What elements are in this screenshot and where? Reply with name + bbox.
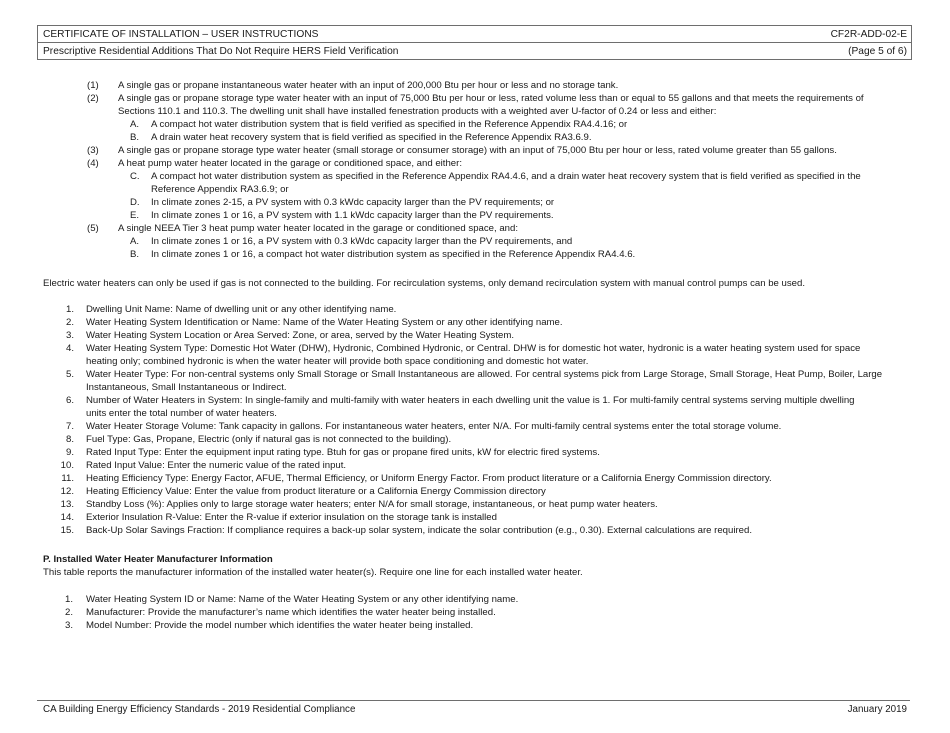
field-text: Heating Efficiency Type: Energy Factor, AFUE, Thermal Efficiency, or Uniform Energy Factor. From product literature or a California Energy Commission directory.: [86, 473, 772, 484]
field-text: units enter the total number of water heaters.: [86, 408, 277, 419]
field-text: Water Heating System Type: Domestic Hot Water (DHW), Hydronic, Combined Hydronic, or Central. DHW is for domestic hot water, hydronic is a water heating system used for space: [86, 343, 861, 354]
field-text: Back-Up Solar Savings Fraction: If compliance requires a back-up solar system, indicate the solar contribution (e.g., 0.30). External calculations are required.: [86, 525, 753, 536]
field-text: Water Heater Storage Volume: Tank capacity in gallons. For instantaneous water heaters, enter N/A. For multi-family central systems enter the total storage volume.: [86, 421, 782, 432]
footer-date: January 2019: [847, 704, 907, 715]
option-number: (1): [87, 80, 99, 91]
sub-option-text: In climate zones 1 or 16, a compact hot water distribution system as specified in the Reference Appendix RA4.4.6.: [151, 249, 636, 260]
form-subtitle: Prescriptive Residential Additions That Do Not Require HERS Field Verification: [43, 45, 399, 57]
section-p-item-text: Water Heating System ID or Name: Name of the Water Heating System or any other identifying name.: [86, 594, 519, 605]
field-text: heating only; combined hydronic is when the water heater will provide both space conditioning and domestic hot water.: [86, 356, 589, 367]
option-text: A single gas or propane instantaneous water heater with an input of 200,000 Btu per hour or less and no storage tank.: [118, 80, 619, 91]
field-number: 6.: [65, 395, 74, 406]
sub-option-letter: B.: [130, 132, 140, 143]
field-text: Dwelling Unit Name: Name of dwelling unit or any other identifying name.: [86, 304, 397, 315]
electric-note: Electric water heaters can only be used if gas is not connected to the building. For recirculation systems, only demand recirculation system with manual control pumps can be used.: [43, 278, 806, 289]
page-number: (Page 5 of 6): [848, 45, 907, 57]
field-number: 10.: [60, 460, 74, 471]
field-text: Water Heating System Location or Area Served: Zone, or area, served by the Water Heating System.: [86, 330, 515, 341]
sub-option-letter: D.: [130, 197, 140, 208]
option-number: (3): [87, 145, 99, 156]
sub-option-text: In climate zones 1 or 16, a PV system with 0.3 kWdc capacity larger than the PV requirements, and: [151, 236, 573, 247]
field-number: 5.: [65, 369, 74, 380]
option-text: A single NEEA Tier 3 heat pump water heater located in the garage or conditioned space, and:: [118, 223, 518, 234]
sub-option-text: A compact hot water distribution system as specified in the Reference Appendix RA4.4.6, and a drain water heat recovery system that is field verified as specified in the: [151, 171, 861, 182]
option-number: (4): [87, 158, 99, 169]
field-number: 15.: [60, 525, 74, 536]
sub-option-letter: C.: [130, 171, 140, 182]
field-text: Heating Efficiency Value: Enter the value from product literature or a California Energy Commission directory: [86, 486, 546, 497]
form-title: CERTIFICATE OF INSTALLATION – USER INSTRUCTIONS: [43, 28, 319, 40]
field-number: 14.: [60, 512, 74, 523]
section-p-item-number: 2.: [65, 607, 74, 618]
field-number: 8.: [65, 434, 74, 445]
field-number: 7.: [65, 421, 74, 432]
field-text: Standby Loss (%): Applies only to large storage water heaters; enter N/A for small storage, instantaneous, or heat pump water heaters.: [86, 499, 658, 510]
option-number: (2): [87, 93, 99, 104]
sub-option-text: In climate zones 1 or 16, a PV system with 1.1 kWdc capacity larger than the PV requirements.: [151, 210, 554, 221]
field-number: 1.: [65, 304, 74, 315]
section-p-item-number: 1.: [65, 594, 74, 605]
section-p-item-text: Manufacturer: Provide the manufacturer’s name which identifies the water heater being installed.: [86, 607, 496, 618]
footer-standard: CA Building Energy Efficiency Standards - 2019 Residential Compliance: [43, 704, 356, 715]
field-number: 13.: [60, 499, 74, 510]
sub-option-text: Reference Appendix RA3.6.9; or: [151, 184, 289, 195]
field-text: Fuel Type: Gas, Propane, Electric (only if natural gas is not connected to the building).: [86, 434, 452, 445]
header-row-subtitle: [38, 42, 911, 59]
header-row-title: [38, 26, 911, 42]
field-text: Rated Input Type: Enter the equipment input rating type. Btuh for gas or propane fired units, kW for electric fired systems.: [86, 447, 600, 458]
option-text: A heat pump water heater located in the garage or conditioned space, and either:: [118, 158, 463, 169]
form-id: CF2R-ADD-02-E: [830, 28, 907, 40]
field-text: Instantaneous, Small Instantaneous or Indirect.: [86, 382, 287, 393]
field-text: Water Heating System Identification or Name: Name of the Water Heating System or any other identifying name.: [86, 317, 563, 328]
section-p-intro: This table reports the manufacturer information of the installed water heater(s). Require one line for each installed water heater.: [43, 567, 583, 578]
section-p-item-number: 3.: [65, 620, 74, 631]
sub-option-letter: A.: [130, 119, 140, 130]
section-p-heading: P. Installed Water Heater Manufacturer Information: [43, 554, 273, 565]
field-number: 4.: [65, 343, 74, 354]
field-text: Number of Water Heaters in System: In single-family and multi-family with water heaters in each dwelling unit the value is 1. For multi-family central systems serving multiple dwelling: [86, 395, 855, 406]
field-text: Exterior Insulation R-Value: Enter the R-value if exterior insulation on the storage tank is installed: [86, 512, 497, 523]
field-text: Rated Input Value: Enter the numeric value of the rated input.: [86, 460, 347, 471]
field-number: 9.: [65, 447, 74, 458]
option-text: A single gas or propane storage type water heater with an input of 75,000 Btu per hour or less, rated volume less than or equal to 55 gallons and that meets the requirements of: [118, 93, 864, 104]
field-number: 2.: [65, 317, 74, 328]
field-text: Water Heater Type: For non-central systems only Small Storage or Small Instantaneous are allowed. For central systems pick from Large Storage, Small Storage, Heat Pump, Boiler, Large: [86, 369, 883, 380]
footer-divider: [37, 700, 910, 701]
sub-option-text: A drain water heat recovery system that is field verified as specified in the Reference Appendix RA3.6.9.: [151, 132, 592, 143]
sub-option-text: In climate zones 2-15, a PV system with 0.3 kWdc capacity larger than the PV requirements; or: [151, 197, 555, 208]
option-text: Sections 110.1 and 110.3. The dwelling unit shall have installed fenestration products with a weighted aver U-factor of 0.24 or less and either:: [118, 106, 717, 117]
sub-option-text: A compact hot water distribution system that is field verified as specified in the Reference Appendix RA4.4.16; or: [151, 119, 628, 130]
option-text: A single gas or propane storage type water heater (small storage or consumer storage) with an input of 75,000 Btu per hour or less, rated volume greater than 55 gallons.: [118, 145, 837, 156]
field-number: 3.: [65, 330, 74, 341]
sub-option-letter: E.: [130, 210, 140, 221]
sub-option-letter: B.: [130, 249, 140, 260]
option-number: (5): [87, 223, 99, 234]
field-number: 11.: [61, 473, 74, 484]
field-number: 12.: [60, 486, 74, 497]
section-p-item-text: Model Number: Provide the model number which identifies the water heater being installed.: [86, 620, 474, 631]
form-header: [37, 25, 912, 60]
sub-option-letter: A.: [130, 236, 140, 247]
